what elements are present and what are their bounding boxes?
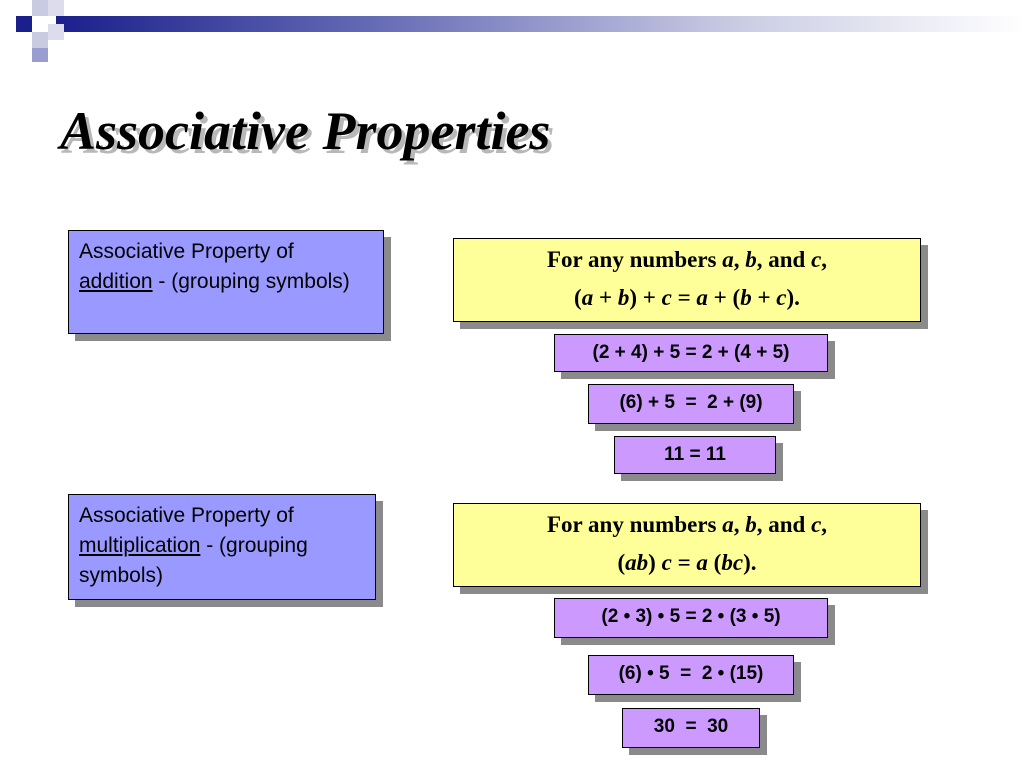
header-square-dark [16,16,32,32]
header-square-light [48,24,64,40]
addition-definition-suffix: - (grouping symbols) [152,270,350,293]
addition-definition-prefix: Associative Property of [79,240,294,263]
slide-title: Associative Properties [60,101,551,161]
multiplication-definition-box [68,494,376,600]
multiplication-step-3: 30 = 30 [622,708,760,748]
multiplication-step-1: (2 • 3) • 5 = 2 • (3 • 5) [554,598,828,638]
header-gradient-bar [56,16,1024,32]
addition-rule-formula: (a + b) + c = a + (b + c). [574,285,800,310]
addition-rule-box [453,238,921,322]
addition-keyword: addition [79,270,153,293]
multiplication-definition-prefix: Associative Property of [79,504,294,527]
multiplication-step-2: (6) • 5 = 2 • (15) [588,655,794,695]
addition-step-1: (2 + 4) + 5 = 2 + (4 + 5) [554,334,828,372]
multiplication-rule-formula: (ab) c = a (bc). [617,550,757,575]
multiplication-keyword: multiplication [79,534,201,557]
addition-step-2: (6) + 5 = 2 + (9) [588,384,794,424]
multiplication-definition-suffix: - (grouping symbols) [79,534,308,587]
multiplication-rule-box [453,503,921,587]
header-square-light [32,32,48,48]
multiplication-rule-intro: For any numbers a, b, and c, [546,512,828,537]
header-square-mid [32,48,48,62]
addition-rule-intro: For any numbers a, b, and c, [546,247,828,272]
header-square-light [48,0,64,16]
addition-definition-box [68,230,384,334]
header-square-light [32,0,48,16]
addition-step-3: 11 = 11 [614,436,776,474]
